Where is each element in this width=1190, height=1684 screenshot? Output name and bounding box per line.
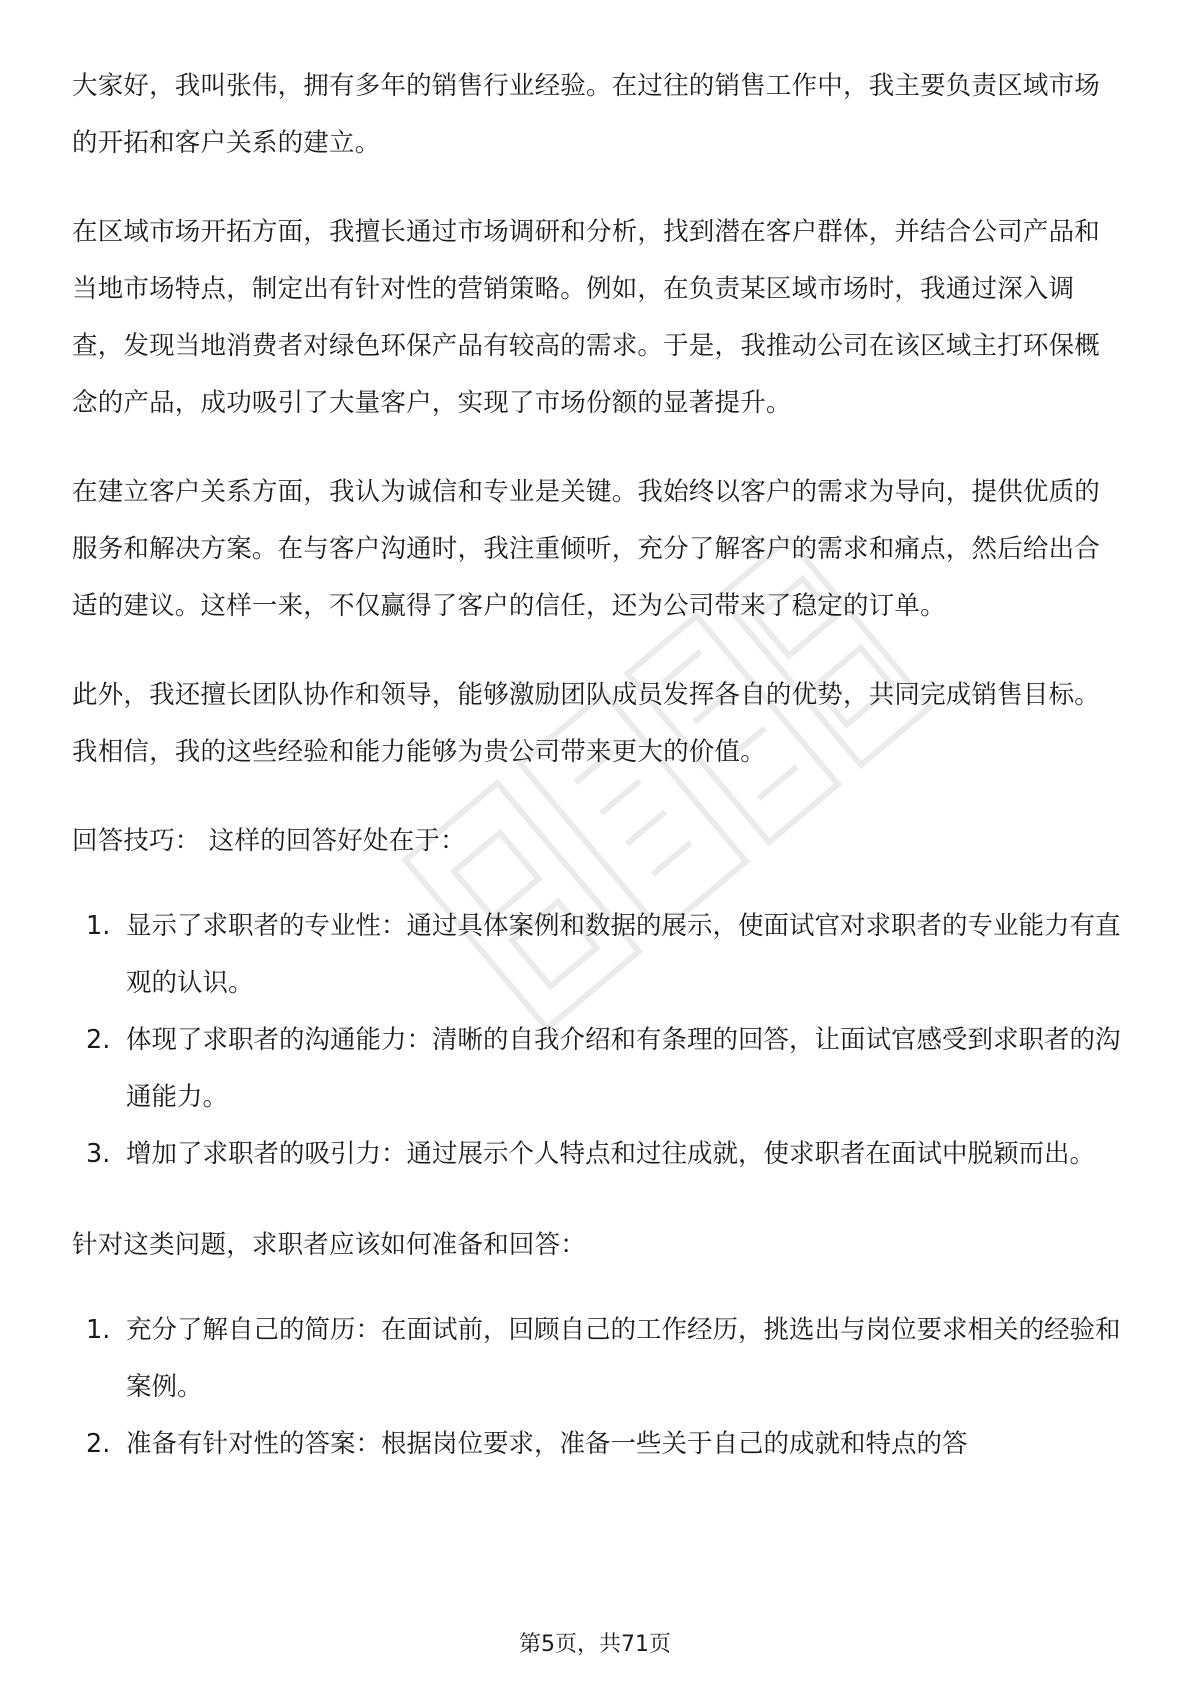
prep-heading: 针对这类问题，求职者应该如何准备和回答：: [72, 1230, 587, 1260]
document-body: [72, 58, 1122, 1507]
list-item: [72, 1416, 1122, 1473]
paragraph-customer-relations: 在建立客户关系方面，我认为诚信和专业是关键。我始终以客户的需求为导向，提供优质的服务和解决方案。在与客户沟通时，我注重倾听，充分了解客户的需求和痛点，然后给出合适的建议。这样一来，不仅赢得了客户的信任，还为公司带来了稳定的订单。: [72, 477, 1101, 621]
list-number: 3.: [86, 1139, 111, 1169]
paragraph-teamwork: 此外，我还擅长团队协作和领导，能够激励团队成员发挥各自的优势，共同完成销售目标。我相信，我的这些经验和能力能够为贵公司带来更大的价值。: [72, 680, 1101, 767]
list-number: 2.: [86, 1429, 111, 1459]
list-item: [72, 1302, 1122, 1416]
list-item-text: 显示了求职者的专业性：通过具体案例和数据的展示，使面试官对求职者的专业能力有直观的认识。: [126, 911, 1121, 998]
list-item-text: 充分了解自己的简历：在面试前，回顾自己的工作经历，挑选出与岗位要求相关的经验和案例。: [126, 1315, 1121, 1402]
list-item-text: 准备有针对性的答案：根据岗位要求，准备一些关于自己的成就和特点的答: [126, 1429, 968, 1459]
list-item: [72, 1012, 1122, 1126]
list-item: [72, 1126, 1122, 1183]
tips-list: [72, 898, 1122, 1183]
page-number: 第5页，共71页: [519, 1632, 671, 1657]
list-item-text: 增加了求职者的吸引力：通过展示个人特点和过往成就，使求职者在面试中脱颖而出。: [126, 1139, 1096, 1169]
list-number: 1.: [86, 911, 111, 941]
list-item: [72, 898, 1122, 1012]
prep-list: [72, 1302, 1122, 1473]
tips-heading: 回答技巧： 这样的回答好处在于：: [72, 826, 466, 856]
list-number: 1.: [86, 1315, 111, 1345]
paragraph-market-expansion: 在区域市场开拓方面，我擅长通过市场调研和分析，找到潜在客户群体，并结合公司产品和当地市场特点，制定出有针对性的营销策略。例如，在负责某区域市场时，我通过深入调查，发现当地消费者对绿色环保产品有较高的需求。于是，我推动公司在该区域主打环保概念的产品，成功吸引了大量客户，实现了市场份额的显著提升。: [72, 217, 1101, 418]
paragraph-intro: 大家好，我叫张伟，拥有多年的销售行业经验。在过往的销售工作中，我主要负责区域市场的开拓和客户关系的建立。: [72, 71, 1101, 158]
list-item-text: 体现了求职者的沟通能力：清晰的自我介绍和有条理的回答，让面试官感受到求职者的沟通能力。: [126, 1025, 1121, 1112]
list-number: 2.: [86, 1025, 111, 1055]
